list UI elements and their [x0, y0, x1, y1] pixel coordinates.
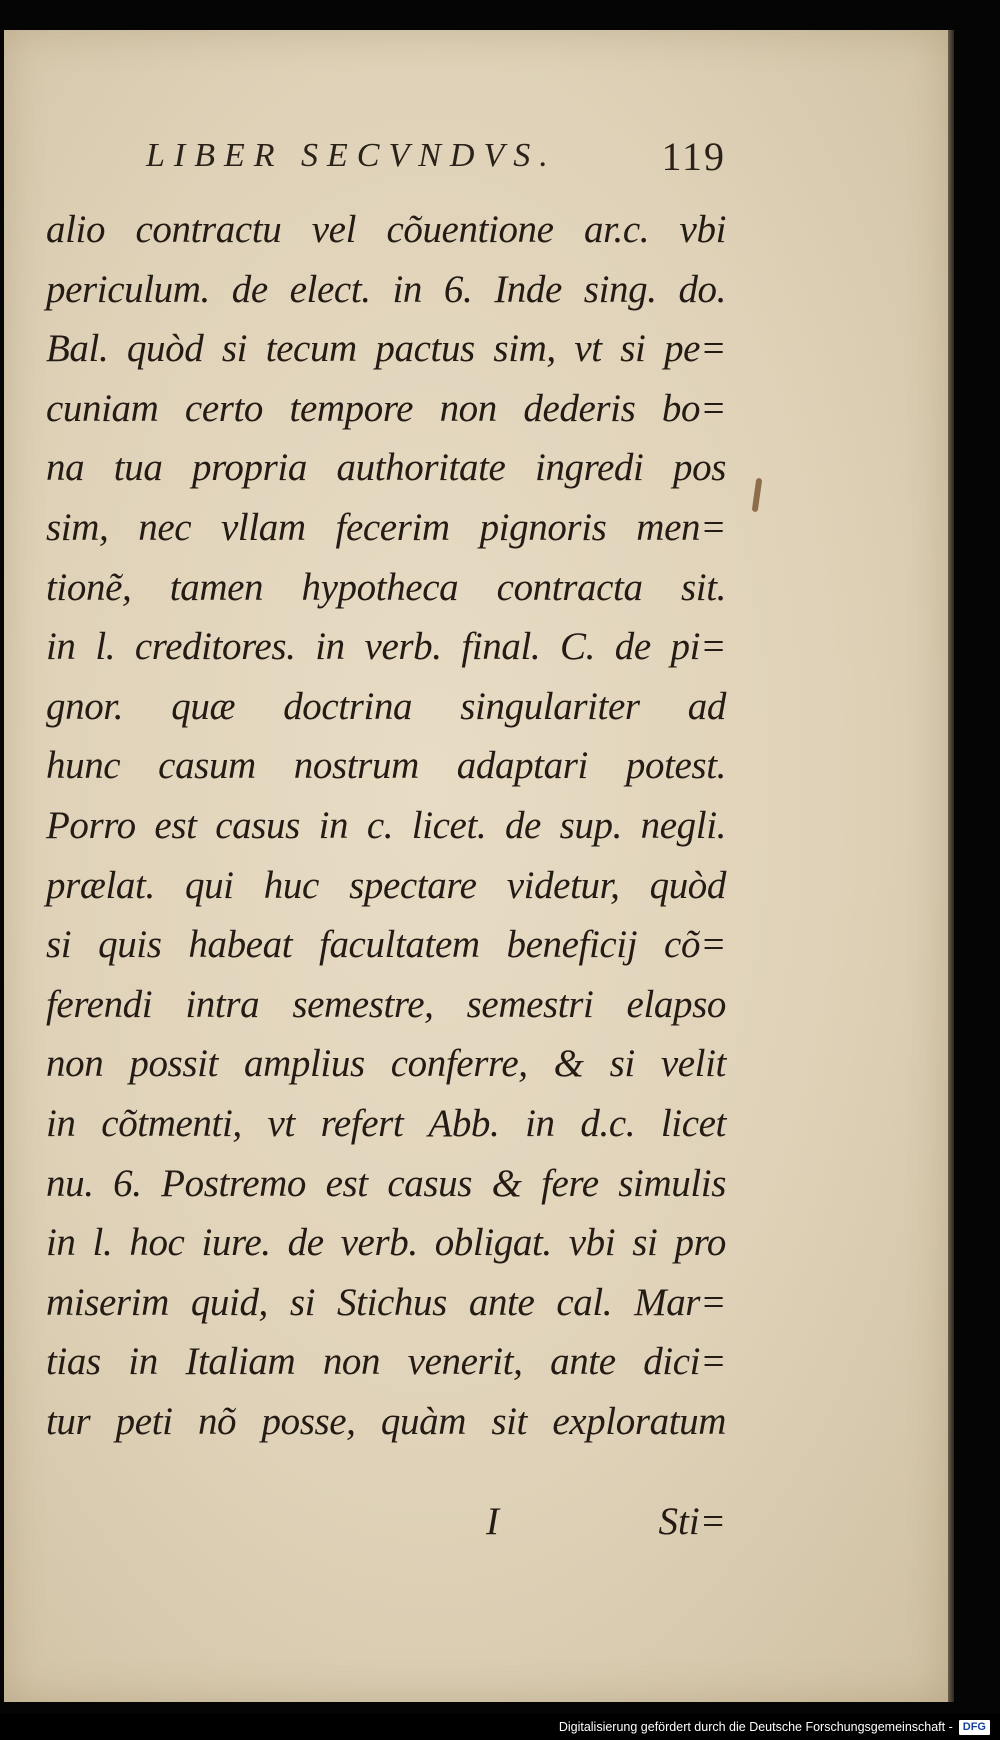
text-line: alio contractu vel cõuentione ar.c. vbi [46, 208, 726, 251]
text-line: Porro est casus in c. licet. de sup. negli. [46, 803, 726, 847]
text-line: sim, nec vllam fecerim pignoris men= [46, 505, 726, 549]
text-line: periculum. de elect. in 6. Inde sing. do. [46, 267, 726, 311]
text-line: in l. creditores. in verb. final. C. de pi= [46, 625, 726, 669]
text-line: hunc casum nostrum adaptari potest. [46, 744, 726, 788]
text-line: cuniam certo tempore non dederis bo= [46, 386, 726, 430]
funding-credit: Digitalisierung gefördert durch die Deutsche Forschungsgemeinschaft - [558, 1720, 953, 1734]
text-line: prælat. qui huc spectare videtur, quòd [46, 863, 726, 907]
text-line: gnor. quæ doctrina singulariter ad [46, 684, 726, 728]
text-line: non possit amplius conferre, & si velit [46, 1042, 726, 1086]
page-header [146, 126, 726, 186]
text-line: ferendi intra semestre, semestri elapso [46, 982, 726, 1026]
text-line: miserim quid, si Stichus ante cal. Mar= [46, 1280, 726, 1324]
signature-mark: I [486, 1499, 499, 1543]
running-head: LIBER SECVNDVS. [146, 137, 557, 174]
dfg-logo: DFG [959, 1720, 990, 1735]
body-text [46, 200, 726, 1451]
digitization-footer [0, 1714, 1000, 1740]
text-line: nu. 6. Postremo est casus & fere simulis [46, 1161, 726, 1205]
text-line: na tua propria authoritate ingredi pos [46, 446, 726, 490]
catchword: Sti= [658, 1499, 726, 1543]
text-line: tias in Italiam non venerit, ante dici= [46, 1340, 726, 1384]
catchword-line [96, 1496, 726, 1546]
text-line: in l. hoc iure. de verb. obligat. vbi si pro [46, 1221, 726, 1265]
text-line: tur peti nõ posse, quàm sit exploratum [46, 1399, 726, 1443]
text-line: si quis habeat facultatem beneficij cõ= [46, 923, 726, 967]
text-line: in cõtmenti, vt refert Abb. in d.c. licet [46, 1101, 726, 1145]
text-line: Bal. quòd si tecum pactus sim, vt si pe= [46, 327, 726, 371]
text-line: tionẽ, tamen hypotheca contracta sit. [46, 565, 726, 609]
page-number: 119 [661, 133, 726, 179]
page-edge [948, 30, 954, 1702]
